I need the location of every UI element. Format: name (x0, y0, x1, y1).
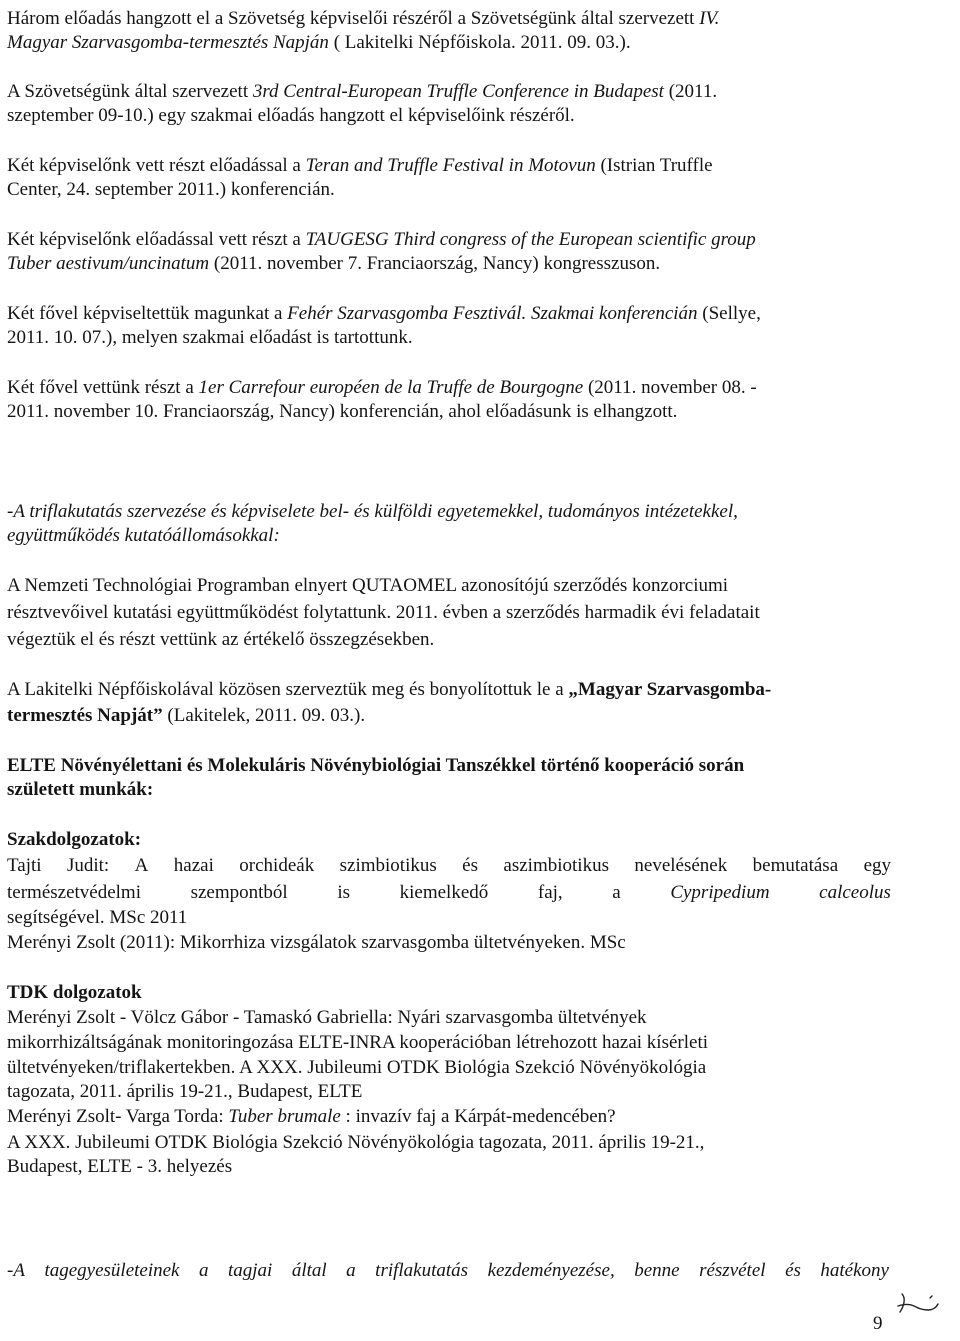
thesis-2: Merényi Zsolt (2011): Mikorrhiza vizsgálatok szarvasgomba ültetvényeken. MSc (7, 932, 626, 953)
heading-elte-cooperation-line-2: született munkák: (7, 779, 154, 800)
heading-tdk-papers: TDK dolgozatok (7, 982, 142, 1003)
tdk-line-2: mikorrhizáltságának monitoringozása ELTE-INRA kooperációban létrehozott hazai kísérleti (7, 1032, 709, 1053)
paragraph-6-line-2: 2011. november 10. Franciaország, Nancy) konferencián, ahol előadásunk is elhangzott. (7, 401, 678, 422)
paragraph-7-line-3: végeztük el és részt vettünk az értékelő összegzésekben. (7, 629, 435, 650)
paragraph-5-line-2: 2011. 10. 07.), melyen szakmai előadást is tartottunk. (7, 327, 413, 348)
paragraph-6-line-1: Két fővel vettünk részt a 1er Carrefour européen de la Truffe de Bourgogne (2011. november 08. - (7, 377, 757, 398)
paragraph-7-line-2: résztvevőivel kutatási együttműködést folytattunk. 2011. évben a szerződés harmadik évi feladatait (7, 602, 760, 623)
paragraph-4-line-1: Két képviselőnk előadással vett részt a TAUGESG Third congress of the European scientific group (7, 229, 756, 250)
paragraph-2-line-1: A Szövetségünk által szervezett 3rd Central-European Truffle Conference in Budapest (2011. (7, 81, 718, 102)
handwritten-initials-signature (896, 1290, 942, 1316)
paragraph-7-line-1: A Nemzeti Technológiai Programban elnyert QUTAOMEL azonosítójú szerződés konzorciumi (7, 575, 729, 596)
section-heading-cooperation-line-2: együttműködés kutatóállomásokkal: (7, 525, 280, 546)
paragraph-1-line-2: Magyar Szarvasgomba-termesztés Napján ( Lakitelki Népfőiskola. 2011. 09. 03.). (7, 32, 631, 53)
paragraph-8-line-1: A Lakitelki Népfőiskolával közösen szerveztük meg és bonyolítottuk le a „Magyar Szarvasgomba- (7, 679, 772, 700)
paragraph-5-line-1: Két fővel képviseltettük magunkat a Fehér Szarvasgomba Fesztivál. Szakmai konferencián (Sellye, (7, 303, 761, 324)
tdk-line-3: ültetvényeken/triflakertekben. A XXX. Jubileumi OTDK Biológia Szekció Növényökológia (7, 1057, 707, 1078)
tdk-line-1: Merényi Zsolt - Völcz Gábor - Tamaskó Gabriella: Nyári szarvasgomba ültetvények (7, 1007, 647, 1028)
paragraph-3-line-1: Két képviselőnk vett részt előadással a Teran and Truffle Festival in Motovun (Istrian Truffle (7, 155, 713, 176)
tdk-line-6: A XXX. Jubileumi OTDK Biológia Szekció Növényökológia tagozata, 2011. április 19-21., (7, 1132, 705, 1153)
thesis-1-line-1: Tajti Judit: A hazai orchideák szimbiotikus és aszimbiotikus nevelésének bemutatása egy (7, 855, 891, 876)
section-heading-cooperation: -A triflakutatás szervezése és képviselete bel- és külföldi egyetemekkel, tudományos intézetekkel, (7, 501, 738, 522)
heading-elte-cooperation: ELTE Növényélettani és Molekuláris Növénybiológiai Tanszékkel történő kooperáció során (7, 755, 745, 776)
paragraph-3-line-2: Center, 24. september 2011.) konferencián. (7, 179, 335, 200)
tdk-line-7: Budapest, ELTE - 3. helyezés (7, 1156, 233, 1177)
paragraph-4-line-2: Tuber aestivum/uncinatum (2011. november 7. Franciaország, Nancy) kongresszuson. (7, 253, 661, 274)
paragraph-1-line-1: Három előadás hangzott el a Szövetség képviselői részéről a Szövetségünk által szervezett IV. (7, 8, 720, 29)
tdk-line-4: tagozata, 2011. április 19-21., Budapest, ELTE (7, 1081, 363, 1102)
thesis-1-line-2: természetvédelmi szempontból is kiemelkedő faj, a Cypripedium calceolus (7, 882, 891, 903)
thesis-1-line-3: segítségével. MSc 2011 (7, 907, 188, 928)
heading-theses: Szakdolgozatok: (7, 829, 142, 850)
paragraph-8-line-2: termesztés Napját” (Lakitelek, 2011. 09. 03.). (7, 705, 366, 726)
tdk-line-5: Merényi Zsolt- Varga Torda: Tuber brumale : invazív faj a Kárpát-medencében? (7, 1106, 616, 1127)
section-heading-member-research: -A tagegyesületeinek a tagjai által a triflakutatás kezdeményezése, benne részvétel és hatékony (7, 1260, 889, 1281)
page-number: 9 (873, 1313, 883, 1334)
paragraph-2-line-2: szeptember 09-10.) egy szakmai előadás hangzott el képviselőink részéről. (7, 105, 575, 126)
